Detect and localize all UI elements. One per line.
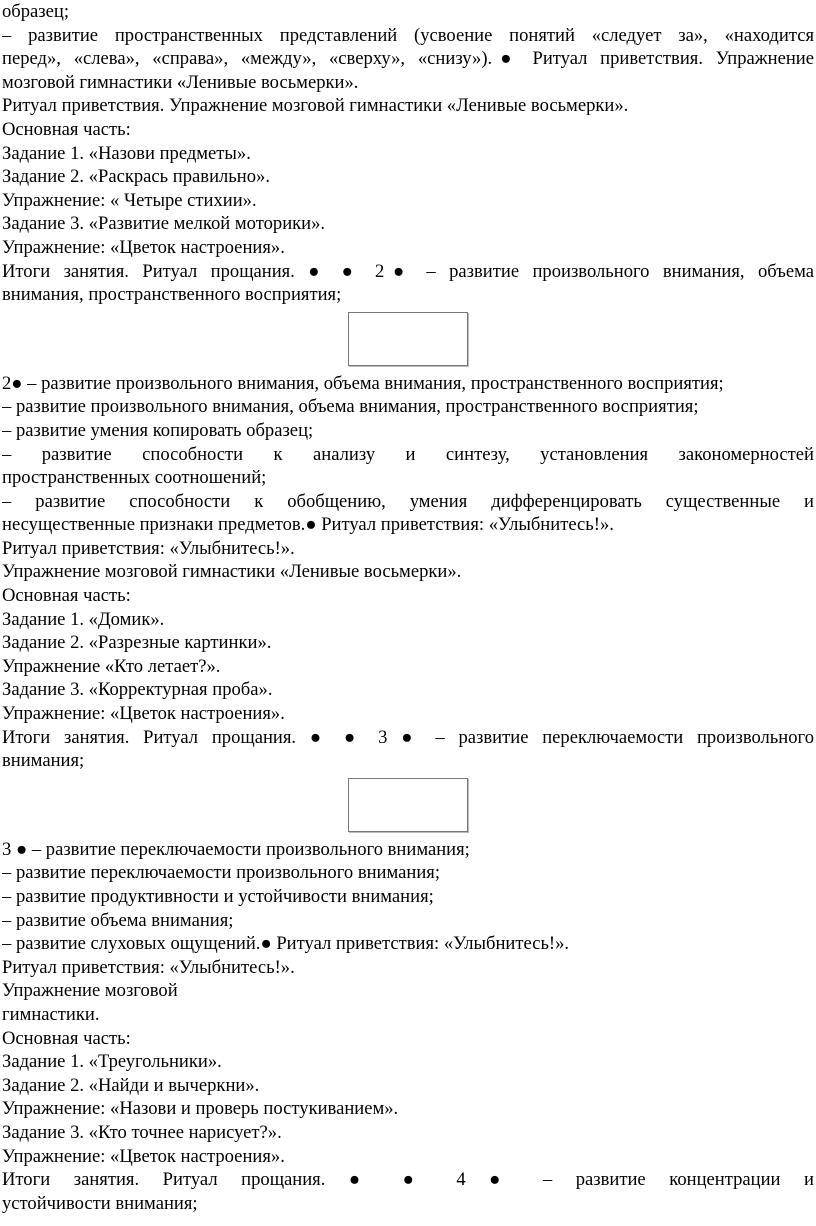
text-line: Основная часть: bbox=[2, 1027, 131, 1049]
text-line: 2● – развитие произвольного внимания, объема внимания, пространственного восприятия; bbox=[2, 372, 724, 394]
text-line: Упражнение «Кто летает?». bbox=[2, 655, 221, 677]
text-line: Задание 3. «Корректурная проба». bbox=[2, 679, 273, 701]
text-line: Задание 2. «Найди и вычеркни». bbox=[2, 1074, 260, 1096]
text-line: 3 ● – развитие переключаемости произвольного внимания; bbox=[2, 838, 470, 860]
text-line: Упражнение мозговой bbox=[2, 980, 178, 1002]
text-line: Ритуал приветствия: «Улыбнитесь!». bbox=[2, 956, 295, 978]
text-line: Задание 2. «Разрезные картинки». bbox=[2, 632, 272, 654]
text-line: Итоги занятия. Ритуал прощания. ● ● 3 ● – развитие переключаемости произвольного bbox=[2, 726, 814, 748]
text-line: – развитие переключаемости произвольного внимания; bbox=[2, 862, 441, 884]
text-line: Упражнение: «Назови и проверь постукиванием». bbox=[2, 1098, 399, 1120]
text-line: гимнастики. bbox=[2, 1003, 100, 1025]
text-line: – развитие продуктивности и устойчивости внимания; bbox=[2, 886, 434, 907]
text-line: Основная часть: bbox=[2, 118, 131, 140]
text-line: Упражнение мозговой гимнастики «Ленивые восьмерки». bbox=[2, 561, 462, 583]
text-line: Упражнение: «Цветок настроения». bbox=[2, 236, 285, 258]
text-line: – развитие умения копировать образец; bbox=[2, 419, 314, 441]
image-placeholder bbox=[348, 778, 468, 832]
text-line: внимания, пространственного восприятия; bbox=[2, 284, 342, 306]
text-line: Упражнение: «Цветок настроения». bbox=[2, 703, 285, 725]
text-line: – развитие способности к обобщению, умения дифференцировать существенные и bbox=[2, 490, 814, 512]
text-line: Ритуал приветствия: «Улыбнитесь!». bbox=[2, 537, 295, 559]
text-line: – развитие слуховых ощущений.● Ритуал приветствия: «Улыбнитесь!». bbox=[2, 933, 570, 955]
text-line: пространственных соотношений; bbox=[2, 467, 267, 489]
text-line: мозговой гимнастики «Ленивые восьмерки». bbox=[2, 71, 359, 93]
text-line: Упражнение: «Цветок настроения». bbox=[2, 1145, 285, 1167]
text-line: устойчивости внимания; bbox=[2, 1192, 198, 1214]
text-line: – развитие способности к анализу и синтезу, установления закономерностей bbox=[2, 443, 814, 465]
text-line: Задание 1. «Назови предметы». bbox=[2, 142, 251, 164]
text-line: – развитие пространственных представлений (усвоение понятий «следует за», «находится bbox=[2, 24, 814, 46]
text-line: Итоги занятия. Ритуал прощания. ● ● 2● – развитие произвольного внимания, объема bbox=[2, 260, 814, 282]
text-line: Ритуал приветствия. Упражнение мозговой гимнастики «Ленивые восьмерки». bbox=[2, 95, 629, 117]
text-line: перед», «слева», «справа», «между», «сверху», «снизу»).● Ритуал приветствия. Упражнение bbox=[2, 48, 814, 70]
text-line: Задание 2. «Раскрась правильно». bbox=[2, 166, 270, 188]
image-placeholder bbox=[348, 312, 468, 366]
text-line: – развитие объема внимания; bbox=[2, 909, 234, 931]
text-line: несущественные признаки предметов.● Ритуал приветствия: «Улыбнитесь!». bbox=[2, 514, 614, 536]
text-line: Задание 3. «Кто точнее нарисует?». bbox=[2, 1121, 282, 1143]
text-line: внимания; bbox=[2, 750, 85, 772]
text-line: образец; bbox=[2, 1, 70, 22]
text-line: – развитие произвольного внимания, объема внимания, пространственного восприятия; bbox=[2, 396, 699, 418]
text-line: Задание 1. «Треугольники». bbox=[2, 1051, 222, 1073]
text-line: Основная часть: bbox=[2, 585, 131, 607]
text-line: Упражнение: « Четыре стихии». bbox=[2, 189, 257, 211]
text-line: Итоги занятия. Ритуал прощания. ● ● 4 ● – развитие концентрации и bbox=[2, 1169, 814, 1191]
text-line: Задание 3. «Развитие мелкой моторики». bbox=[2, 213, 326, 235]
text-line: Задание 1. «Домик». bbox=[2, 608, 165, 630]
